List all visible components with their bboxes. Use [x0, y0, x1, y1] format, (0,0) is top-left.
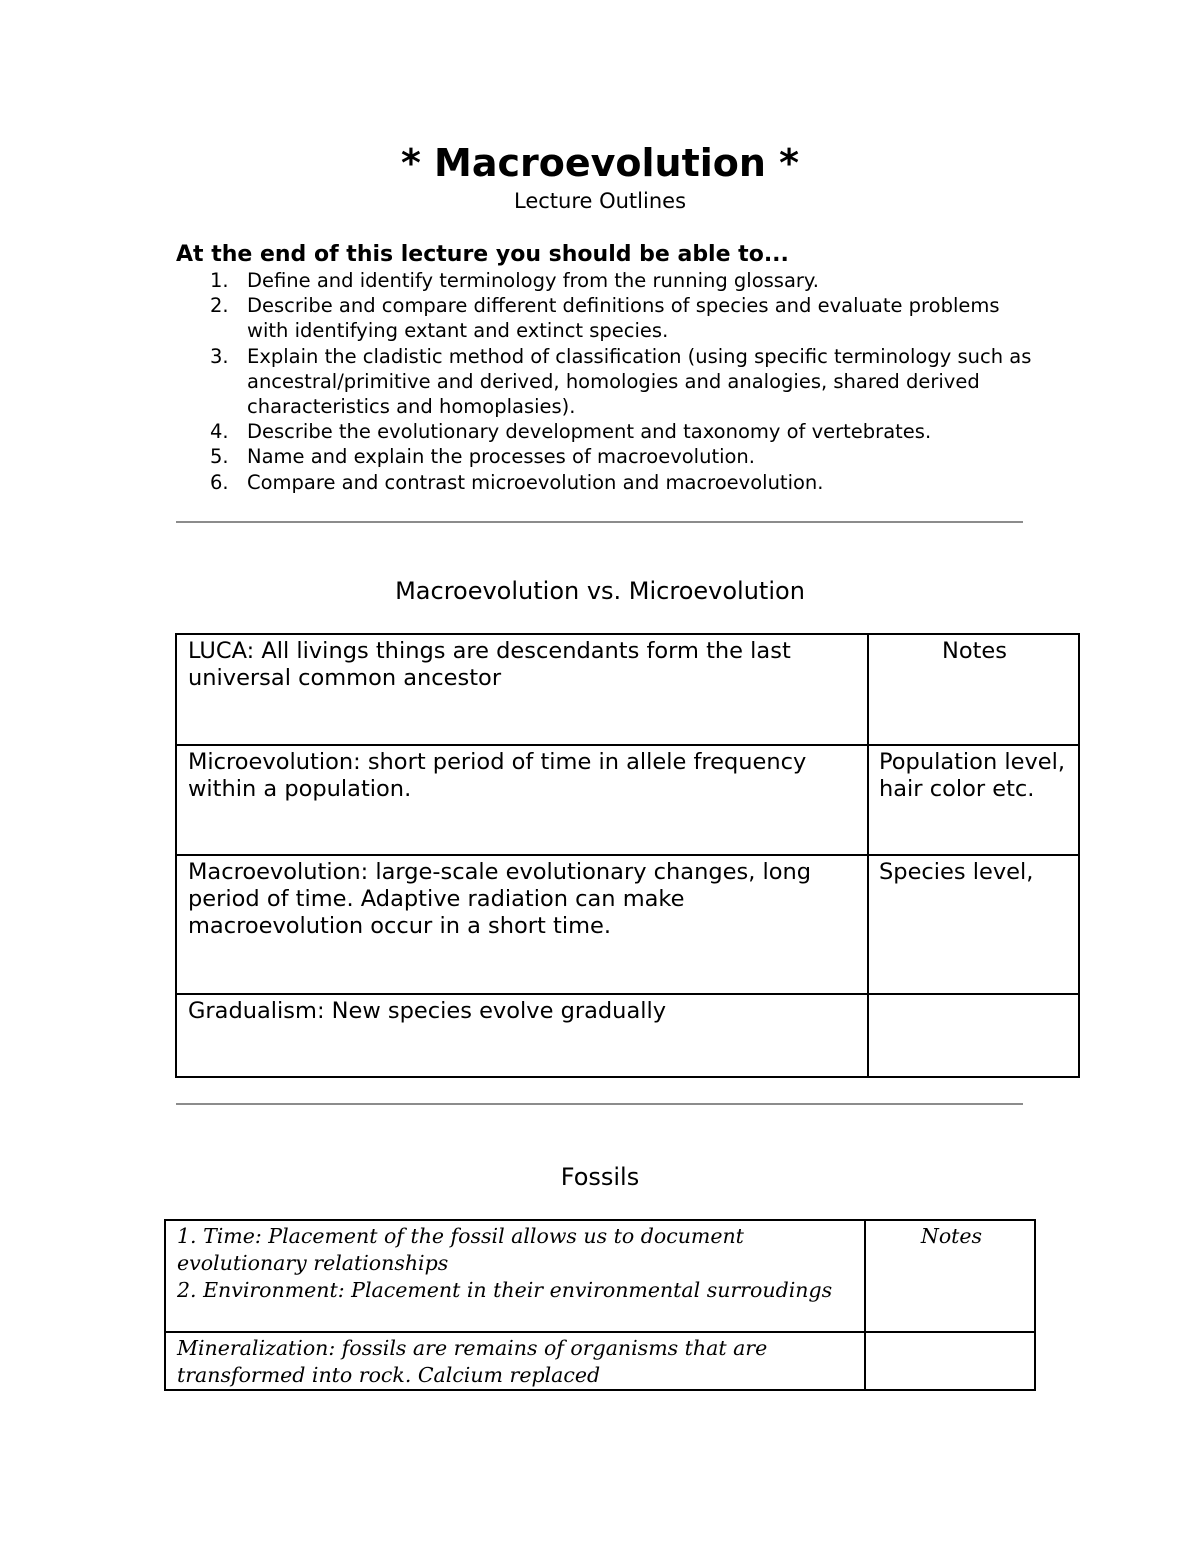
horizontal-divider [176, 521, 1023, 523]
fossil-point-time: 1. Time: Placement of the fossil allows us to document evolutionary relationships [177, 1224, 744, 1275]
page-title: * Macroevolution * [400, 141, 800, 185]
table-row [176, 745, 1079, 855]
list-text: Explain the cladistic method of classification (using specific terminology such as ancestral/primitive and derived, homologies and analogies, shared derived characteristics and homoplasies). [247, 344, 1032, 419]
notes-cell [868, 994, 1079, 1077]
table-row [165, 1220, 1035, 1332]
macroevolution-table [175, 633, 1080, 1078]
list-number: 6. [210, 470, 229, 494]
notes-cell: Population level, hair color etc. [868, 745, 1079, 855]
table-row [176, 855, 1079, 994]
list-item [176, 419, 1036, 444]
table-row [176, 634, 1079, 745]
list-text: Compare and contrast microevolution and macroevolution. [247, 470, 824, 494]
term-cell [165, 1332, 865, 1390]
list-number: 5. [210, 445, 229, 469]
list-item [176, 444, 1036, 469]
list-number: 3. [210, 344, 229, 368]
list-number: 2. [210, 294, 229, 318]
notes-cell: Notes [865, 1220, 1035, 1332]
list-item [176, 470, 1036, 495]
section-heading-macroevolution: Macroevolution vs. Microevolution [395, 577, 805, 605]
list-number: 4. [210, 420, 229, 444]
fossil-point-environment: 2. Environment: Placement in their environmental surroudings [177, 1278, 833, 1302]
list-item [176, 344, 1036, 420]
objectives-heading: At the end of this lecture you should be able to... [176, 242, 789, 267]
notes-cell: Species level, [868, 855, 1079, 994]
list-item [176, 293, 1036, 343]
notes-cell [865, 1332, 1035, 1390]
section-heading-fossils: Fossils [560, 1163, 640, 1191]
list-text: Describe and compare different definitions of species and evaluate problems with identifying extant and extinct species. [247, 294, 1000, 343]
term-cell: Gradualism: New species evolve gradually [176, 994, 868, 1077]
fossils-table [164, 1219, 1036, 1391]
term-cell: Macroevolution: large-scale evolutionary changes, long period of time. Adaptive radiation can make macroevolution occur in a short time. [176, 855, 868, 994]
list-number: 1. [210, 269, 229, 292]
table-row [165, 1332, 1035, 1390]
objectives-list [176, 268, 1036, 495]
term-cell: Microevolution: short period of time in allele frequency within a population. [176, 745, 868, 855]
page-subtitle: Lecture Outlines [513, 189, 687, 213]
fossil-mineralization: Mineralization: fossils are remains of organisms that are transformed into rock. Calcium replaced [177, 1336, 768, 1387]
horizontal-divider [176, 1103, 1023, 1105]
notes-cell: Notes [868, 634, 1079, 745]
list-item [176, 268, 1036, 293]
table-row [176, 994, 1079, 1077]
term-cell [165, 1220, 865, 1332]
list-text: Name and explain the processes of macroevolution. [247, 445, 755, 469]
list-text: Describe the evolutionary development and taxonomy of vertebrates. [247, 420, 932, 444]
list-text: Define and identify terminology from the running glossary. [247, 269, 819, 292]
term-cell: LUCA: All livings things are descendants form the last universal common ancestor [176, 634, 868, 745]
